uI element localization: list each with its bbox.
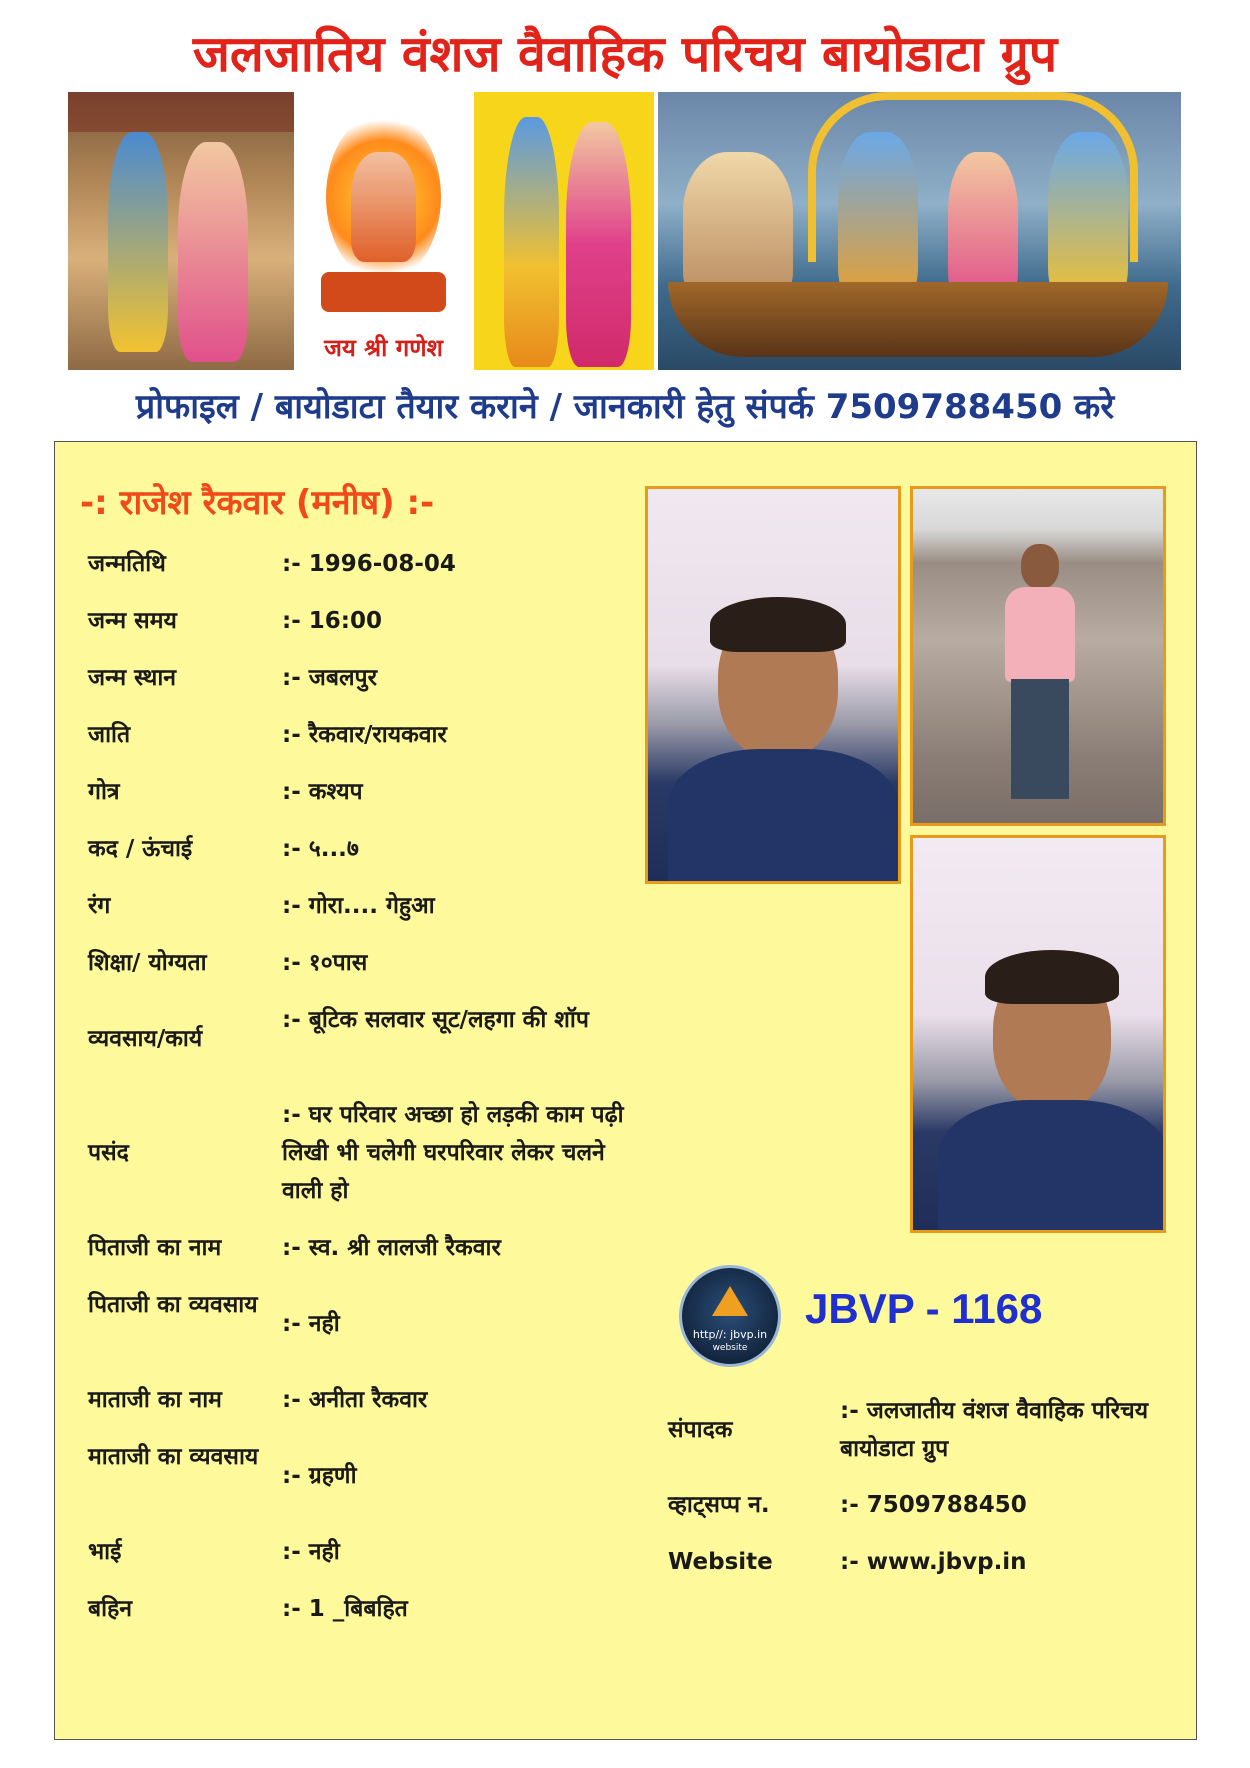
field-label: पसंद [88,1140,129,1166]
field-value: :- 1996-08-04 [282,551,456,577]
banner-image-ganesh [296,92,471,370]
info-value: :- www.jbvp.in [840,1549,1027,1575]
field-value: :- १०पास [282,950,368,976]
banner-image-boat-scene [658,92,1181,370]
field-label: भाई [88,1539,122,1565]
info-value: :- जलजातीय वंशज वैवाहिक परिचय बायोडाटा ग्रुप [840,1398,1149,1462]
profile-name-heading: -: राजेश रैकवार (मनीष) :- [80,483,435,523]
field-birth-date [88,545,648,583]
info-label: Website [668,1549,773,1575]
field-label: माताजी का नाम [88,1387,222,1413]
field-label: जाति [88,722,131,748]
field-value: :- 16:00 [282,608,382,634]
field-label: बहिन [88,1596,133,1622]
field-value: :- 1 _बिबहित [282,1596,408,1622]
field-label: माताजी का व्यवसाय [88,1444,259,1470]
field-father-name [88,1229,648,1267]
header-title: जलजातिय वंशज वैवाहिक परिचय बायोडाटा ग्रुप [192,25,1058,83]
field-label: जन्म स्थान [88,665,177,691]
info-value: :- 7509788450 [840,1492,1027,1518]
field-education [88,944,648,982]
ganesh-caption: जय श्री गणेश [324,334,443,362]
info-website [668,1543,1188,1581]
field-label: जन्मतिथि [88,551,166,577]
field-mother-name [88,1381,648,1419]
field-value: :- जबलपुर [282,665,378,691]
field-label: जन्म समय [88,608,177,634]
field-value: :- गोरा.... गेहुआ [282,893,435,919]
logo-url-text: http//: jbvp.in [692,1328,768,1341]
field-father-occupation [88,1286,648,1362]
field-value: :- ५...७ [282,836,359,862]
contact-line: प्रोफाइल / बायोडाटा तैयार कराने / जानकारी हेतु संपर्क 7509788450 करे [135,387,1115,427]
jbvp-id: JBVP - 1168 [805,1285,1043,1332]
field-gotra [88,773,648,811]
field-label: रंग [88,893,111,919]
field-value: :- कश्यप [282,779,363,805]
field-value: :- ग्रहणी [282,1463,357,1489]
field-label: पिताजी का नाम [88,1235,222,1261]
profile-photo-standing [910,486,1166,826]
field-value: :- बूटिक सलवार सूट/लहगा की शॉप [282,1007,589,1033]
field-label: कद / ऊंचाई [88,836,193,862]
field-value: :- स्व. श्री लालजी रैकवार [282,1235,501,1261]
info-editor [668,1392,1188,1468]
field-label: शिक्षा/ योग्यता [88,950,207,976]
field-value: :- अनीता रैकवार [282,1387,428,1413]
field-occupation [88,1001,648,1077]
field-value: :- रैकवार/रायकवार [282,722,447,748]
field-preference [88,1096,648,1210]
field-caste [88,716,648,754]
field-label: व्यवसाय/कार्य [88,1026,203,1052]
field-label: पिताजी का व्यवसाय [88,1292,258,1318]
field-brother [88,1533,648,1571]
field-value: :- नही [282,1311,340,1337]
profile-photo-selfie-1 [645,486,901,884]
field-birth-time [88,602,648,640]
field-value: :- नही [282,1539,340,1565]
info-label: संपादक [668,1417,733,1443]
logo-sub-text: website [712,1343,748,1353]
field-label: गोत्र [88,779,120,805]
field-height [88,830,648,868]
field-mother-occupation [88,1438,648,1514]
field-birth-place [88,659,648,697]
profile-photo-selfie-2 [910,835,1166,1233]
field-sister [88,1590,648,1628]
field-value: :- घर परिवार अच्छा हो लड़की काम पढ़ी लिखी भी चलेगी घरपरिवार लेकर चलने वाली हो [282,1102,624,1204]
field-complexion [88,887,648,925]
info-whatsapp [668,1486,1188,1524]
banner-image-ram-sita-wedding [68,92,294,370]
banner-image-ram-sita [474,92,654,370]
info-label: व्हाट्सप्प न. [668,1492,770,1518]
jbvp-logo [679,1265,781,1367]
